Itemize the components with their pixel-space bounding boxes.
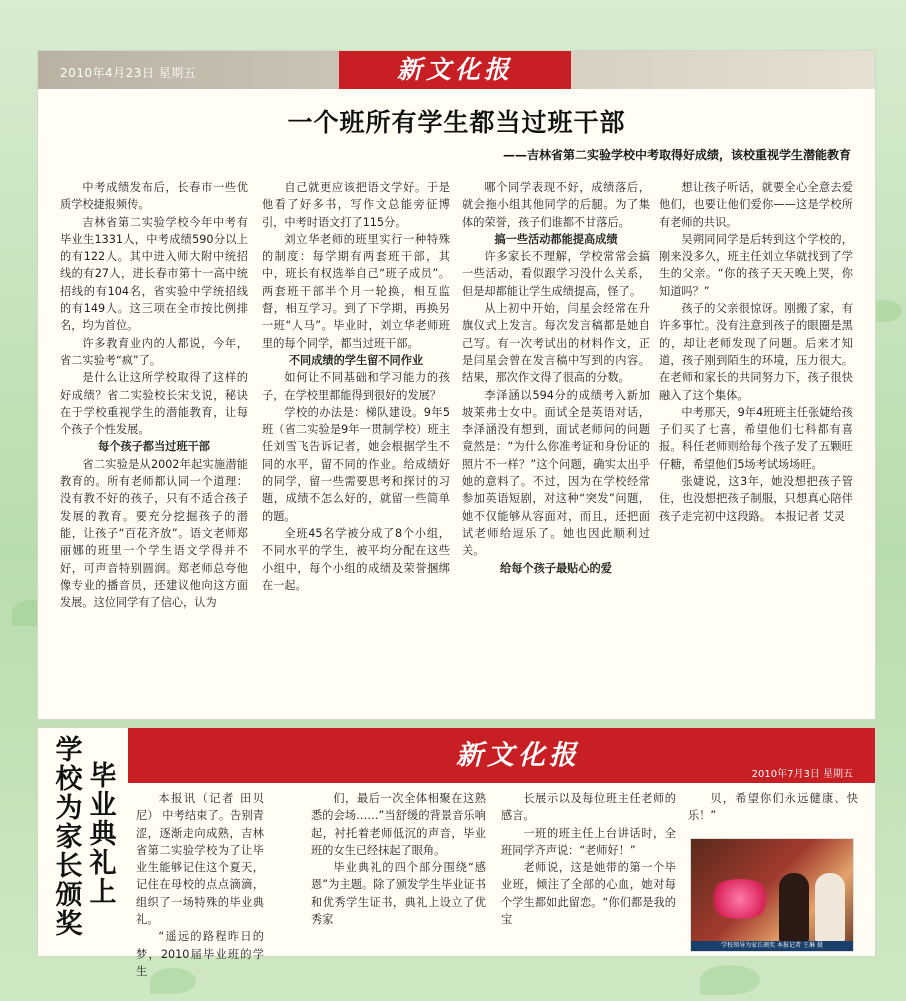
person-figure xyxy=(815,873,845,943)
article-column-1 xyxy=(60,179,248,611)
section-subheading: 给每个孩子最贴心的爱 xyxy=(500,561,612,575)
article-column-2 xyxy=(262,179,450,594)
newspaper-masthead-logo: 新文化报 xyxy=(456,740,580,771)
header-band xyxy=(128,728,875,783)
article-column-3 xyxy=(462,179,650,577)
background-leaf xyxy=(700,965,760,995)
article-paragraph: 自己就更应该把语文学好。于是他看了好多书，写作文总能旁征博引，中考时语文打了115分。 xyxy=(262,181,450,229)
subheadline: ——吉林省第二实验学校中考取得好成绩，该校重视学生潜能教育 xyxy=(502,148,851,162)
section-subheading: 不同成绩的学生留不同作业 xyxy=(288,353,424,367)
article-paragraph: 学校的办法是：梯队建设。9年5班（省二实验是9年一贯制学校）班主任刘雪飞告诉记者，她会根据学生不同的水平，留不同的作业。给成绩好的同学，留一些需要思考和探讨的习题，成绩不怎么好的，就留一些简单的题。 xyxy=(262,405,450,523)
article-paragraph: 省二实验是从2002年起实施潜能教育的。所有老师都认同一个道理：没有教不好的孩子，只有不适合孩子发展的教育。要充分挖掘孩子的潜能，让孩子“百花齐放”。语文老师郑丽娜的班里一个学生语文学得并不好，可声音特别圆润。郑老师总夸他像专业的播音员，还建议他向这方面发展。这位同学有了信心，认为 xyxy=(60,457,248,610)
article-paragraph: 从上初中开始，闫星会经常在升旗仪式上发言。每次发言稿都是她自己写。有一次考试出的材料作文，正是闫星会曾在发言稿中写到的内容。结果，那次作文得了很高的分数。 xyxy=(462,302,650,385)
article-paragraph: “遥远的路程昨日的梦，2010届毕业班的学生 xyxy=(136,930,264,978)
article-paragraph: 中考那天，9年4班班主任张婕给孩子们买了七喜，希望他们七科都有喜报。科任老师则给每个孩子发了五颗旺仔糖，希望他们5场考试场场旺。 xyxy=(659,405,853,471)
article-paragraph: 贝，希望你们永远健康、快乐！” xyxy=(688,792,858,823)
article-paragraph: 孩子的父亲很惊讶。刚搬了家，有许多事忙。没有注意到孩子的眼圈是黑的，却让老师发现了问题。后来才知道，孩子刚到陌生的环境，压力很大。在老师和家长的共同努力下，孩子很快融入了这个集体。 xyxy=(659,302,853,402)
article-paragraph: 们，最后一次全体相聚在这熟悉的会场……”当舒缓的背景音乐响起，衬托着老师低沉的声音，毕业班的女生已经抹起了眼角。 xyxy=(311,792,486,857)
person-figure xyxy=(779,873,809,943)
article-paragraph: 吉林省第二实验学校今年中考有毕业生1331人，中考成绩590分以上的有122人。其中进入师大附中统招线的有27人，进长春市第十一高中统招线的有104名，省实验中学统招线的有149人。这三项在全市按比例排名，均为首位。 xyxy=(60,215,248,333)
article-column-2 xyxy=(311,790,486,928)
article-paragraph: 李泽涵以594分的成绩考入新加坡莱弗士女中。面试全是英语对话，李泽涵没有想到，面试老师问的问题竟然是：“为什么你准考证和身份证的照片不一样？”这个问题，确实太出乎她的意料了。不过，因为在学校经常参加英语短剧，对这种“突发”问题，她不仅能够从容面对，而且，还把面试老师给逗乐了。她也因此顺利过关。 xyxy=(462,388,650,558)
article-paragraph: 老师说，这是她带的第一个毕业班，倾注了全部的心血，她对每个学生都如此留恋。“你们都是我的宝 xyxy=(501,861,676,927)
article-1 xyxy=(37,50,876,720)
article-paragraph: 一班的班主任上台讲话时，全班同学齐声说：“老师好！” xyxy=(501,826,676,857)
article-paragraph: 吴朔同同学是后转到这个学校的，刚来没多久，班主任刘立华就找到了学生的父亲。“你的孩子天天晚上哭，你知道吗？” xyxy=(659,232,853,298)
article-paragraph: 想让孩子听话，就要全心全意去爱他们，也要让他们爱你——这是学校所有老师的共识。 xyxy=(659,181,853,229)
article-paragraph: 长展示以及每位班主任老师的感言。 xyxy=(501,792,676,823)
headline-part-1: 毕业典礼上 xyxy=(89,761,117,908)
article-paragraph: 是什么让这所学校取得了这样的好成绩？省二实验校长宋戈说，秘诀在于学校重视学生的潜能教育，让每个孩子个性发展。 xyxy=(60,371,248,437)
article-paragraph: 本报讯（记者 田贝尼） 中考结束了。告别青涩，逐渐走向成熟，吉林省第二实验学校为了让毕业生能够记住这个夏天，记住在母校的点点滴滴，组织了一场特殊的毕业典礼。 xyxy=(136,792,264,927)
article-paragraph: 刘立华老师的班里实行一种特殊的制度：每学期有两套班干部，其中，班长有权选举自己“班子成员”。两套班干部半个月一轮换，相互监督，相互学习。到了下学期，再换另一班“人马”。毕业时，刘立华老师班里的每个同学，都当过班干部。 xyxy=(262,232,450,350)
article-paragraph: 许多教育业内的人都说，今年，省二实验考“疯”了。 xyxy=(60,336,248,367)
article-column-3 xyxy=(501,790,676,928)
flower-bouquet xyxy=(705,879,775,919)
section-subheading: 搞一些活动都能提高成绩 xyxy=(494,232,618,246)
newspaper-masthead-logo: 新文化报 xyxy=(339,51,571,89)
ceremony-photo xyxy=(690,838,854,952)
article-paragraph: 张婕说，这3年，她没想把孩子管住，也没想把孩子制服，只想真心陪伴孩子走完初中这段路。 本报记者 艾灵 xyxy=(659,475,853,523)
headline-part-2: 学校为家长颁奖 xyxy=(55,735,83,940)
article-column-1 xyxy=(136,790,264,980)
article-paragraph: 哪个同学表现不好，成绩落后，就会拖小组其他同学的后腿。为了集体的荣誉，孩子们谁都不甘落后。 xyxy=(462,181,650,229)
issue-date: 2010年7月3日 星期五 xyxy=(751,769,853,780)
article-2 xyxy=(37,727,876,978)
article-paragraph: 如何让不同基础和学习能力的孩子，在学校里都能得到很好的发展？ xyxy=(262,371,450,402)
headline: 一个班所有学生都当过班干部 xyxy=(287,108,626,137)
article-column-4 xyxy=(688,790,858,825)
issue-date: 2010年4月23日 星期五 xyxy=(60,66,197,80)
article-paragraph: 毕业典礼的四个部分围绕“感恩”为主题。除了颁发学生毕业证书和优秀学生证书，典礼上设立了优秀家 xyxy=(311,861,486,927)
article-paragraph: 全班45名学被分成了8个小组，不同水平的学生，被平均分配在这些小组中，每个小组的成绩及荣誉捆绑在一起。 xyxy=(262,526,450,592)
section-subheading: 每个孩子都当过班干部 xyxy=(98,440,210,454)
article-column-4 xyxy=(659,179,853,525)
article-paragraph: 许多家长不理解，学校常常会搞一些活动，看似跟学习没什么关系，但是却都能让学生成绩提高，怪了。 xyxy=(462,250,650,298)
photo-caption: 学校领导为家长颁奖 本报记者 王琳 摄 xyxy=(691,941,853,951)
article-paragraph: 中考成绩发布后，长春市一些优质学校捷报频传。 xyxy=(60,181,248,212)
